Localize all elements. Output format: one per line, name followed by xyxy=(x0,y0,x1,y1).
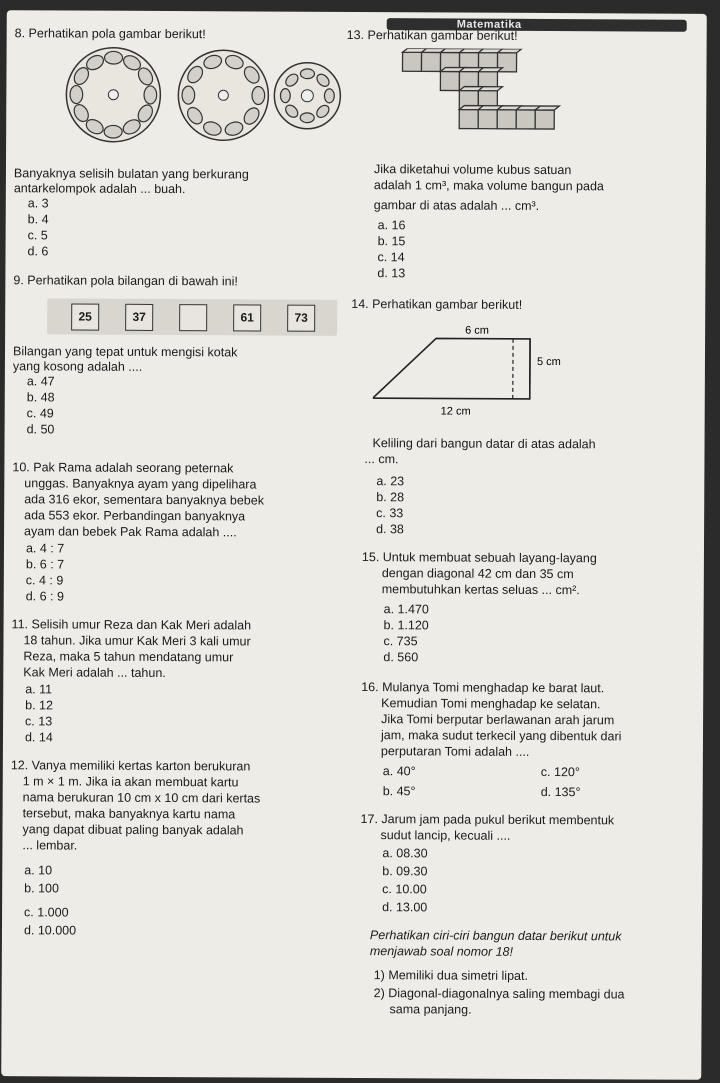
q9-number-sequence xyxy=(47,298,337,336)
q18-property-1: 1) Memiliki dua simetri lipat. xyxy=(373,968,529,983)
q13-option-c[interactable]: c. 14 xyxy=(377,250,405,265)
subject-label: Matematika xyxy=(456,18,522,31)
unit-cube xyxy=(421,52,440,71)
q12-line-1: 12. Vanya memiliki kertas karton berukuran xyxy=(10,758,251,774)
q12-line-3: nama berukuran 10 cm x 10 cm dari kertas xyxy=(22,790,261,806)
q17-option-d[interactable]: d. 13.00 xyxy=(382,900,428,915)
q8-circle-pattern-figure xyxy=(60,44,351,152)
small-circle xyxy=(70,86,83,104)
q12-line-5: yang dapat dibuat paling banyak adalah xyxy=(22,822,244,838)
q8-title: 8. Perhatikan pola gambar berikut! xyxy=(14,26,206,42)
q14-line-2: ... cm. xyxy=(364,452,399,467)
q17-line-1: 17. Jarum jam pada pukul berikut membentuk xyxy=(360,812,615,828)
small-circle xyxy=(252,86,265,104)
right-column xyxy=(346,12,695,1080)
q15-option-d[interactable]: d. 560 xyxy=(383,650,419,665)
small-circle xyxy=(324,89,334,103)
left-column xyxy=(9,10,355,1078)
q16-line-5: perputaran Tomi adalah .... xyxy=(380,744,530,759)
q11-option-c[interactable]: c. 13 xyxy=(25,714,53,729)
q11-option-d[interactable]: d. 14 xyxy=(24,730,53,745)
small-circle xyxy=(105,51,123,64)
q13-line-1: Jika diketahui volume kubus satuan xyxy=(373,162,572,178)
q18-intro-line-1: Perhatikan ciri-ciri bangun datar berikut untuk xyxy=(369,928,622,944)
seq-box: 61 xyxy=(233,304,261,331)
q14-trapezoid-figure xyxy=(373,320,594,421)
q12-option-d[interactable]: d. 10.000 xyxy=(23,923,77,938)
q14-option-b[interactable]: b. 28 xyxy=(376,490,405,505)
q18-intro-line-2: menjawab soal nomor 18! xyxy=(369,944,514,959)
small-circle xyxy=(144,86,157,104)
q16-line-4: jam, maka sudut terkecil yang dibentuk dari xyxy=(380,728,622,744)
q8-option-b[interactable]: b. 4 xyxy=(27,212,49,227)
small-circle xyxy=(300,113,314,123)
q10-option-a[interactable]: a. 4 : 7 xyxy=(25,541,65,556)
q12-option-a[interactable]: a. 10 xyxy=(24,863,53,878)
unit-cube xyxy=(516,110,535,129)
q10-line-2: unggas. Banyaknya ayam yang dipelihara xyxy=(24,476,257,492)
q13-option-b[interactable]: b. 15 xyxy=(377,234,406,249)
q15-option-b[interactable]: b. 1.120 xyxy=(383,618,429,633)
q9-text-2: yang kosong adalah .... xyxy=(12,359,143,374)
q13-line-2: adalah 1 cm³, maka volume bangun pada xyxy=(373,178,604,194)
q13-title: 13. Perhatikan gambar berikut! xyxy=(346,27,518,43)
unit-cube-top xyxy=(478,87,502,91)
q9-option-d[interactable]: d. 50 xyxy=(26,422,55,437)
q18-property-2-cont: sama panjang. xyxy=(389,1002,472,1017)
q16-option-a[interactable]: a. 40° xyxy=(382,764,416,779)
q14-title: 14. Perhatikan gambar berikut! xyxy=(351,296,523,312)
unit-cube xyxy=(440,71,459,90)
q10-line-3: ada 316 ekor, sementara banyaknya bebek xyxy=(24,492,265,508)
q11-option-b[interactable]: b. 12 xyxy=(25,698,54,713)
q15-line-3: membutuhkan kertas seluas ... cm². xyxy=(381,582,580,598)
q10-option-b[interactable]: b. 6 : 7 xyxy=(25,557,65,572)
q8-option-c[interactable]: c. 5 xyxy=(27,228,48,243)
q12-option-c[interactable]: c. 1.000 xyxy=(24,905,69,920)
small-circle xyxy=(300,69,314,79)
q15-option-c[interactable]: c. 735 xyxy=(383,634,418,649)
unit-cube-top xyxy=(498,49,522,53)
q16-line-1: 16. Mulanya Tomi menghadap ke barat laut. xyxy=(361,680,605,696)
seq-box-empty xyxy=(179,304,207,331)
q9-text-1: Bilangan yang tepat untuk mengisi kotak xyxy=(12,344,238,360)
q15-line-2: dengan diagonal 42 cm dan 35 cm xyxy=(381,566,574,582)
seq-box: 73 xyxy=(287,305,315,332)
q10-line-5: ayam dan bebek Pak Rama adalah .... xyxy=(24,524,237,540)
unit-cube xyxy=(402,52,421,71)
q14-option-a[interactable]: a. 23 xyxy=(376,474,405,489)
q11-option-a[interactable]: a. 11 xyxy=(25,682,53,697)
q16-option-d[interactable]: d. 135° xyxy=(540,784,581,800)
q16-option-c[interactable]: c. 120° xyxy=(540,764,580,780)
q8-option-a[interactable]: a. 3 xyxy=(27,196,49,211)
q14-label-side: 5 cm xyxy=(536,355,561,369)
unit-cube xyxy=(535,110,554,129)
q13-option-d[interactable]: d. 13 xyxy=(377,266,406,281)
q8-text-2: antarkelompok adalah ... buah. xyxy=(13,181,186,197)
q13-line-3: gambar di atas adalah ... cm³. xyxy=(373,198,540,213)
q8-option-d[interactable]: d. 6 xyxy=(27,244,49,259)
q12-line-6: ... lembar. xyxy=(22,838,78,853)
worksheet-page xyxy=(1,10,707,1080)
q16-option-b[interactable]: b. 45° xyxy=(382,784,416,799)
q9-option-a[interactable]: a. 47 xyxy=(26,374,55,389)
q9-option-c[interactable]: c. 49 xyxy=(26,406,54,421)
q17-option-a[interactable]: a. 08.30 xyxy=(382,846,428,861)
q10-line-4: ada 553 ekor. Perbandingan banyaknya xyxy=(24,508,246,524)
q10-option-d[interactable]: d. 6 : 9 xyxy=(25,589,64,604)
q17-option-c[interactable]: c. 10.00 xyxy=(382,882,427,897)
q12-option-b[interactable]: b. 100 xyxy=(24,881,59,896)
q11-line-3: Reza, maka 5 tahun mendatang umur xyxy=(23,649,234,665)
q14-label-bottom: 12 cm xyxy=(440,405,471,418)
q17-option-b[interactable]: b. 09.30 xyxy=(382,864,428,879)
small-circle xyxy=(280,89,290,103)
q11-line-4: Kak Meri adalah ... tahun. xyxy=(23,665,166,681)
q9-title: 9. Perhatikan pola bilangan di bawah ini! xyxy=(13,273,238,289)
q16-line-2: Kemudian Tomi menghadap ke selatan. xyxy=(381,696,601,712)
seq-box: 37 xyxy=(125,304,153,331)
q14-line-1: Keliling dari bangun datar di atas adalah xyxy=(372,436,596,452)
q16-line-3: Jika Tomi berputar berlawanan arah jarum xyxy=(381,712,615,728)
unit-cube-top xyxy=(478,68,502,72)
q15-option-a[interactable]: a. 1.470 xyxy=(383,602,429,617)
q13-option-a[interactable]: a. 16 xyxy=(377,218,406,233)
unit-cube xyxy=(478,110,497,129)
q17-line-2: sudut lancip, kecuali .... xyxy=(380,828,511,843)
q9-option-b[interactable]: b. 48 xyxy=(26,390,55,405)
seq-box: 25 xyxy=(71,304,99,331)
q11-line-1: 11. Selisih umur Reza dan Kak Meri adalah xyxy=(11,617,252,633)
small-circle xyxy=(182,86,195,104)
q14-option-c[interactable]: c. 33 xyxy=(376,506,404,521)
q18-property-2: 2) Diagonal-diagonalnya saling membagi dua xyxy=(373,986,625,1002)
q10-line-1: 10. Pak Rama adalah seorang peternak xyxy=(12,460,234,476)
unit-cube-top xyxy=(535,106,559,110)
q12-line-2: 1 m × 1 m. Jika ia akan membuat kartu xyxy=(22,774,239,790)
q8-text-1: Banyaknya selisih bulatan yang berkurang xyxy=(13,166,249,182)
q14-label-top: 6 cm xyxy=(465,324,489,337)
unit-cube xyxy=(497,110,516,129)
unit-cube xyxy=(459,110,478,129)
q11-line-2: 18 tahun. Jika umur Kak Meri 3 kali umur xyxy=(23,633,251,649)
q13-cube-figure xyxy=(400,48,601,155)
small-circle xyxy=(104,125,122,138)
q10-option-c[interactable]: c. 4 : 9 xyxy=(25,573,64,588)
q12-line-4: tersebut, maka banyaknya kartu nama xyxy=(22,806,236,822)
q14-option-d[interactable]: d. 38 xyxy=(376,522,404,537)
q15-line-1: 15. Untuk membuat sebuah layang-layang xyxy=(361,550,597,566)
